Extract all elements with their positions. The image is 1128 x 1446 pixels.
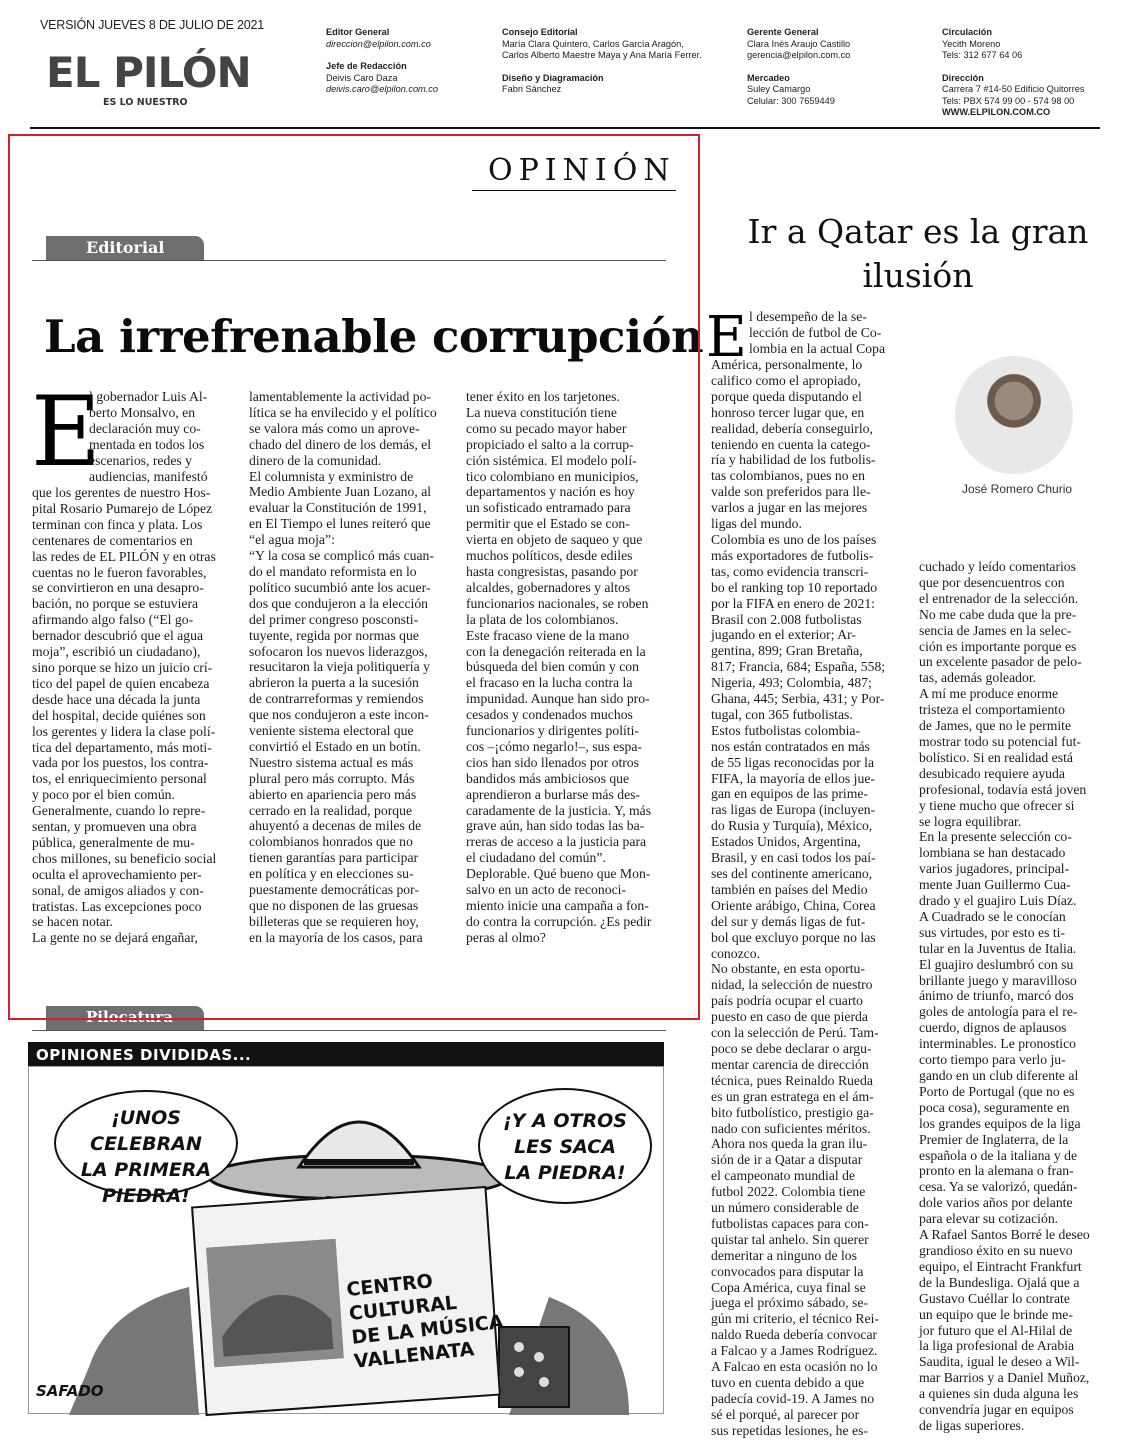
author-photo [955, 356, 1073, 474]
website-link[interactable]: WWW.ELPILON.COM.CO [942, 107, 1051, 117]
dir-label: Dirección [942, 72, 984, 83]
gerente-email[interactable]: gerencia@elpilon.com.co [747, 50, 851, 60]
column-intro: l desempeño de la se- lección de futbol de Co- lombia en la actual Copa [749, 309, 886, 356]
newspaper-sign-text [345, 1262, 507, 1373]
dir-tel: Tels: PBX 574 99 00 - 574 98 00 [942, 95, 1075, 106]
circ-name: Yecith Moreno [942, 38, 1001, 49]
newspaper-logo[interactable]: EL PILÓN [46, 48, 251, 97]
mercadeo-name: Suley Camargo [747, 84, 811, 94]
diseno-label: Diseño y Diagramación [502, 72, 604, 83]
header-rule [30, 127, 1100, 129]
circ-tel: Tels: 312 677 64 06 [942, 50, 1023, 60]
staff-gerencia [747, 27, 907, 107]
gerente-label: Gerente General [747, 27, 819, 37]
edition-date: VERSIÓN JUEVES 8 DE JULIO DE 2021 [40, 18, 265, 32]
editor-email[interactable]: direccion@elpilon.com.co [326, 38, 431, 49]
staff-circulacion [942, 27, 1112, 119]
consejo-names: María Clara Quintero, Carlos García Aragón, Carlos Alberto Maestre Maya y Ana María Ferrer. [502, 38, 702, 60]
gerente-name: Clara Inés Araujo Castillo [747, 38, 851, 49]
cartoon-title-bar: OPINIONES DIVIDIDAS... [28, 1042, 664, 1068]
dir-addr: Carrera 7 #14-50 Edificio Quitorres [942, 84, 1085, 94]
column-dropcap: E [706, 305, 747, 370]
mercadeo-cel: Celular: 300 7659449 [747, 95, 835, 106]
editorial-col2: lamentablemente la actividad po- lítica se ha envilecido y el político se valora más como un aprove- chado del dinero de los demás, el dinero de la comunidad. El columnista y exministro de Medio Ambiente Juan Lozano, al evaluar la Constitución de 1991, en El Tiempo el lunes reiteró que “el agua moja”: “Y la cosa se complicó más cuan- do el mandato reformista en lo político sucumbió ante los acuer- dos que condujeron a la elección del primer congreso posconsti- tuyente, regida por normas que sofocaron los nuevos liderazgos, resucitaron la vieja politiquería y abrieron la puerta a la sucesión de contrarreformas y remiendos que nos condujeron a este incon- veniente sistema electoral que convirtió el Estado en un botín. Nuestro sistema actual es más plural pero más corrupto. Más abierto en apariencia pero más cerrado en la realidad, porque ahuyentó a decenas de miles de colombianos honrados que no tienen garantías para participar en política y en elecciones su- puestamente democráticas por- que no disponen de las gruesas billeteras que se requieren hoy, en la mayoría de los casos, para [249, 389, 437, 945]
jefe-label: Jefe de Redacción [326, 61, 407, 71]
circ-label: Circulación [942, 27, 993, 37]
tab-pilocatura[interactable]: Pilocatura [46, 1006, 204, 1031]
author-byline: José Romero Churio [962, 482, 1073, 496]
editorial-dropcap: E [31, 376, 102, 488]
cartoonist-signature: SAFADO [36, 1382, 104, 1400]
editorial-col1: que los gerentes de nuestro Hos- pital Rosario Pumarejo de López terminan con finca y plata. Los centenares de comentarios en las redes de EL PILÓN y en otras cuentas no le fueron favorables, se convirtieron en una desapro- bación, no porque se estuviera afirmando algo falso (“El go- bernador descubrió que el agua moja”, escribió un ciudadano), sino porque se hizo un juicio crí- tico del papel de quien encabeza desde hace una década la junta del hospital, decide quiénes son los gerentes y lidera la clase polí- tica del departamento, más moti- vada por los puestos, los contra- tos, el enriquecimiento personal y poco por el bien común. Generalmente, cuando lo repre- sentan, y promueven una obra pública, generalmente de mu- chos millones, su beneficio social oculta el aprovechamiento per- sonal, de amigos aliados y con- tratistas. Las excepciones poco se hacen notar. La gente no se dejará engañar, [32, 485, 217, 946]
staff-editor [326, 27, 486, 96]
newspaper-slogan: ES LO NUESTRO [103, 97, 188, 108]
section-title: OPINIÓN [488, 153, 676, 188]
jefe-email[interactable]: deivis.caro@elpilon.com.co [326, 84, 438, 94]
editorial-col1-intro: l gobernador Luis Al- berto Monsalvo, en declaración muy co- mentada en todos los escenarios, redes y audiencias, manifestó [89, 389, 208, 484]
tab-editorial[interactable]: Editorial [46, 236, 204, 261]
selection-highlight [8, 134, 700, 1020]
column-col1: América, personalmente, lo califico como el apropiado, porque queda disputando el honroso tercer lugar que, en realidad, debería conseguirlo, teniendo en cuenta la catego- ría y habilidad de los futbolis- tas colombianos, pues no en valde son preferidos para lle- varlos a jugar en las mejores ligas del mundo. Colombia es uno de los países más exportadores de futbolis- tas, como evidencia transcri- bo el ranking top 10 reportado por la FIFA en enero de 2021: Brasil con 2.008 futbolistas jugando en el exterior; Ar- gentina, 899; Gran Bretaña, 817; Francia, 684; España, 558; Nigeria, 493; Colombia, 487; Ghana, 445; Serbia, 431; y Por- tugal, con 365 futbolistas. Estos futbolistas colombia- nos están contratados en más de 55 ligas reconocidas por la FIFA, la mayoría de ellos jue- gan en equipos de las prime- ras ligas de Europa (incluyen- do Rusia y Turquía), México, Estados Unidos, Argentina, Brasil, y en casi todos los paí- ses del continente americano, también en países del Medio Oriente arábigo, China, Corea del sur y demás ligas de fut- bol que excluyo porque no las conozco. No obstante, en esta oportu- nidad, la selección de nuestro país podría ocupar el cuarto puesto en caso de que pierda con la selección de Perú. Tam- poco se debe declarar o argu- mentar carencia de dirección técnica, pues Reinaldo Rueda es un gran estratega en el ám- bito futbolístico, prestigio ga- nado con suficientes méritos. Ahora nos queda la gran ilu- sión de ir a Qatar a disputar el campeonato mundial de futbol 2022. Colombia tiene un número considerable de futbolistas capaces para con- quistar tal anhelo. Sin querer demeritar a ninguno de los convocados para disputar la Copa América, cuya final se juega el próximo sábado, se- gún mi criterio, el técnico Rei- naldo Rueda debería convocar a Falcao y a James Rodríguez. A Falcao en esta ocasión no lo tuvo en cuenta debido a que padecía covid-19. A James no sé el porqué, al parecer por sus repetidas lesiones, he es- [711, 357, 886, 1438]
cartoon-tab-rule [32, 1030, 666, 1031]
editorial-col3: tener éxito en los tarjetones. La nueva constitución tiene como su pecado mayor haber propiciado el salto a la corrup- ción sistémica. El modelo polí- tico colombiano en municipios, departamentos y nación es hoy un sofisticado entramado para permitir que el Estado se con- vierta en objeto de saqueo y que muchos políticos, desde ediles hasta congresistas, pasando por alcaldes, gobernadores y altos funcionarios nacionales, se roben la plata de los colombianos. Este fracaso viene de la mano con la denegación reiterada en la búsqueda del bien común y con el fracaso en la lucha contra la impunidad. Aunque han sido pro- cesados y condenados muchos funcionarios y dirigentes políti- cos –¡cómo negarlo!–, sus espa- cios han sido llenados por otros bandidos más ambiciosos que aprendieron a burlarse más des- caradamente de la justicia. Y, más grave aún, han sido todas las ba- rreras de acceso a la justicia para el ciudadano del común”. Deplorable. Qué bueno que Mon- salvo en un acto de reconoci- miento inicie una campaña a fon- do contra la corrupción. ¿Es pedir peras al olmo? [466, 389, 652, 945]
column-headline: Ir a Qatar es la gran ilusión [747, 212, 1089, 295]
editor-label: Editor General [326, 27, 390, 37]
jefe-name: Deivis Caro Daza [326, 72, 398, 83]
speech-bubble-right: ¡Y A OTROS LES SACA LA PIEDRA! [478, 1088, 652, 1204]
staff-consejo [502, 27, 712, 96]
consejo-label: Consejo Editorial [502, 27, 578, 37]
stadium-photo [206, 1239, 344, 1368]
column-col2: cuchado y leído comentarios que por desencuentros con el entrenador de la selección. No me cabe duda que la pre- sencia de James en la selec- ción es importante porque es un excelente pasador de pelo- tas, además goleador. A mí me produce enorme tristeza el comportamiento de James, que no le permite mostrar todo su potencial fut- bolístico. Si en realidad está desubicado requiere ayuda profesional, todavía está joven y tiene mucho que ofrecer si se logra equilibrar. En la presente selección co- lombiana se han destacado varios jugadores, principal- mente Juan Guillermo Cua- drado y el guajiro Luis Díaz. A Cuadrado se le conocían sus virtudes, por esto es ti- tular en la Juventus de Italia. El guajiro deslumbró con su brillante juego y maravilloso ánimo de triunfo, marcó dos goles de antología para el re- cuerdo, dignos de aplausos interminables. Le pronostico corto tiempo para verlo ju- gando en un club diferente al Porto de Portugal (que no es poca cosa), seguramente en los grandes equipos de la liga Premier de Inglaterra, de la española o de la italiana y de pronto en la alemana o fran- cesa. Ya se valorizó, quedán- dole varios años por delante para elevar su cotización. A Rafael Santos Borré le deseo grandioso éxito en su nuevo equipo, el Eintracht Frankfurt de la Bundesliga. Ojalá que a Gustavo Cuéllar lo contrate un equipo que le brinde me- jor futuro que el Al-Hilal de la liga profesional de Arabia Saudita, igual le deseo a Wil- mar Barrios y a Daniel Muñoz, a quienes sin duda alguna les convendría jugar en equipos de ligas superiores. [919, 559, 1090, 1433]
diseno-name: Fabri Sánchez [502, 84, 562, 94]
mercadeo-label: Mercadeo [747, 72, 790, 83]
sign-text: CENTRO CULTURAL DE LA MÚSICA VALLENATA [345, 1270, 505, 1373]
editorial-headline: La irrefrenable corrupción [44, 310, 704, 363]
speech-bubble-left: ¡UNOS CELEBRAN LA PRIMERA PIEDRA! [54, 1090, 238, 1196]
